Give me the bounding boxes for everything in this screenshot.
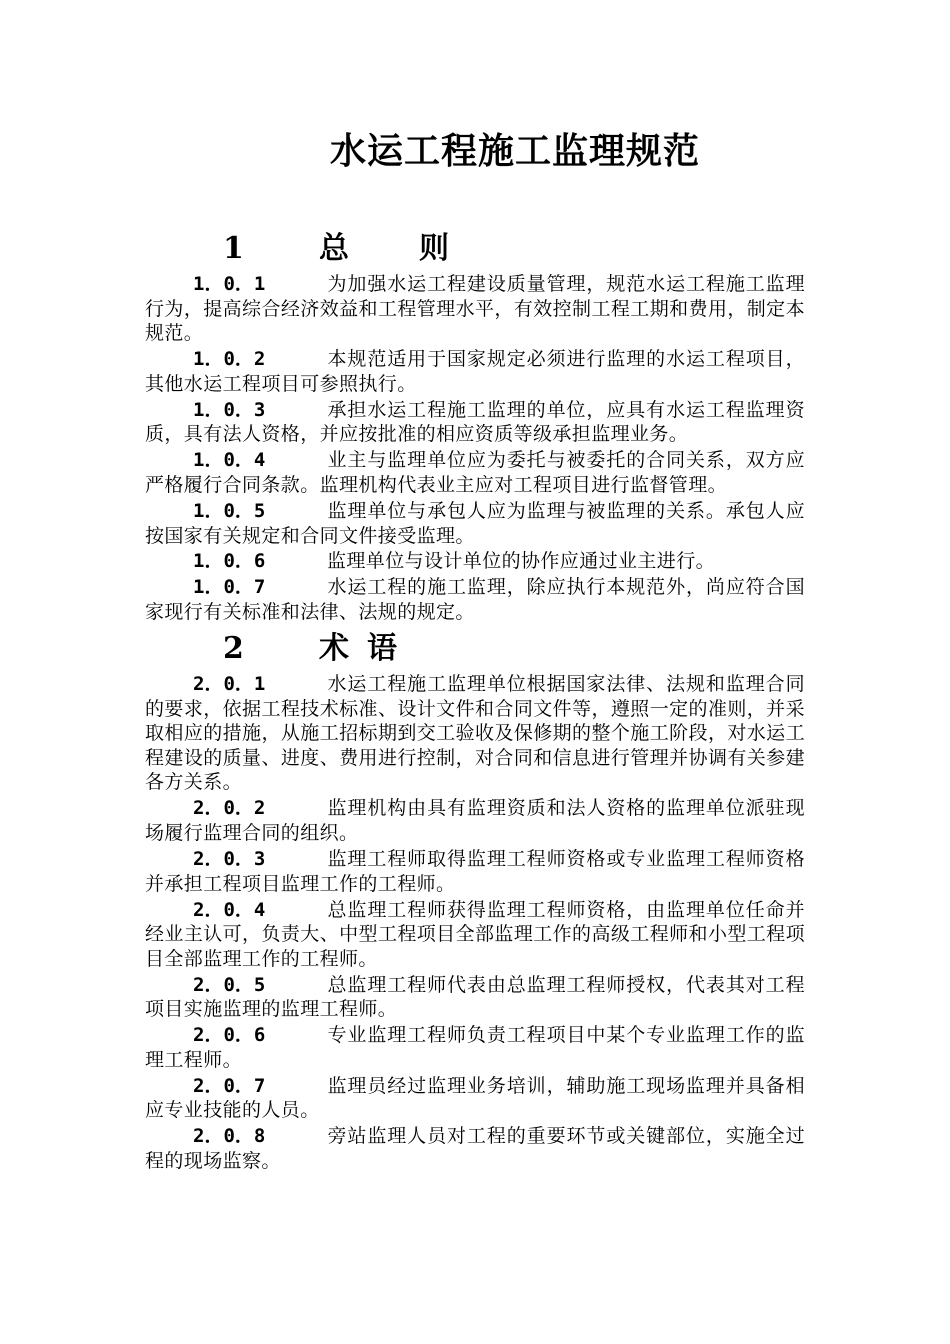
clause-text: 监理员经过监理业务培训，辅助施工现场监理并具备相应专业技能的人员。 bbox=[145, 1074, 805, 1122]
clause-text: 监理单位与承包人应为监理与被监理的关系。承包人应按国家有关规定和合同文件接受监理。 bbox=[145, 499, 805, 547]
clause bbox=[145, 398, 805, 447]
clause-number: 1．0．4 bbox=[193, 449, 266, 472]
section-number: 2 bbox=[223, 631, 244, 667]
clause-number: 2．0．5 bbox=[193, 973, 266, 996]
document-body bbox=[145, 226, 805, 1175]
clause-number: 1．0．7 bbox=[193, 576, 266, 599]
section-number: 1 bbox=[223, 231, 244, 266]
clause bbox=[145, 1124, 805, 1173]
section-heading-char: 总 bbox=[319, 231, 349, 266]
clause-text: 业主与监理单位应为委托与被委托的合同关系，双方应严格履行合同条款。监理机构代表业主应对工程项目进行监督管理。 bbox=[145, 449, 805, 496]
clause-text: 总监理工程师获得监理工程师资格，由监理单位任命并经业主认可，负责大、中型工程项目全部监理工作的高级工程师和小型工程项目全部监理工作的工程师。 bbox=[145, 898, 805, 970]
clause bbox=[145, 448, 805, 497]
clause-text: 监理机构由具有监理资质和法人资格的监理单位派驻现场履行监理合同的组织。 bbox=[145, 797, 805, 844]
section-heading-char: 术 bbox=[319, 631, 349, 667]
clause bbox=[145, 347, 805, 396]
clause bbox=[145, 672, 805, 795]
clause-number: 2．0．7 bbox=[193, 1074, 266, 1097]
clause-number: 1．0．3 bbox=[193, 398, 266, 421]
clause bbox=[145, 575, 805, 624]
clause-text: 监理工程师取得监理工程师资格或专业监理工程师资格并承担工程项目监理工作的工程师。 bbox=[145, 847, 805, 895]
document-title: 水运工程施工监理规范 bbox=[329, 130, 700, 172]
clause-number: 2．0．3 bbox=[193, 847, 266, 870]
clause-number: 1．0．1 bbox=[193, 273, 266, 295]
clause-number: 2．0．8 bbox=[193, 1125, 266, 1148]
clause-text: 为加强水运工程建设质量管理，规范水运工程施工监理行为，提高综合经济效益和工程管理水平，有效控制工程工期和费用，制定本规范。 bbox=[145, 273, 805, 345]
clause-text: 本规范适用于国家规定必须进行监理的水运工程项目，其他水运工程项目可参照执行。 bbox=[145, 348, 805, 395]
clause-text: 监理单位与设计单位的协作应通过业主进行。 bbox=[327, 550, 716, 573]
clause-text: 水运工程施工监理单位根据国家法律、法规和监理合同的要求，依据工程技术标准、设计文件和合同文件等，遵照一定的准则，并采取相应的措施，从施工招标期到交工验收及保修期的整个施工阶段，对水运工程建设的质量、进度、费用进行控制，对合同和信息进行管理并协调有关参建各方关系。 bbox=[145, 673, 805, 794]
clause bbox=[145, 1023, 805, 1072]
clause bbox=[145, 973, 805, 1022]
clause bbox=[145, 272, 805, 346]
clause-number: 2．0．6 bbox=[193, 1024, 266, 1047]
section-heading-general bbox=[145, 226, 805, 272]
clause-text: 总监理工程师代表由总监理工程师授权，代表其对工程项目实施监理的监理工程师。 bbox=[145, 973, 805, 1021]
section-heading-terms bbox=[145, 626, 805, 672]
clause-number: 1．0．2 bbox=[193, 348, 266, 371]
clause-number: 2．0．1 bbox=[193, 673, 266, 696]
section-heading-char: 语 bbox=[367, 631, 397, 667]
clause-number: 2．0．2 bbox=[193, 797, 266, 820]
clause-text: 水运工程的施工监理，除应执行本规范外，尚应符合国家现行有关标准和法律、法规的规定。 bbox=[145, 576, 805, 624]
clause bbox=[145, 796, 805, 845]
clause bbox=[145, 847, 805, 896]
clause-text: 承担水运工程施工监理的单位，应具有水运工程监理资质，具有法人资格，并应按批准的相应资质等级承担监理业务。 bbox=[145, 398, 805, 446]
clause-number: 1．0．5 bbox=[193, 499, 266, 522]
clause bbox=[145, 1074, 805, 1123]
clause-text: 旁站监理人员对工程的重要环节或关键部位，实施全过程的现场监察。 bbox=[145, 1125, 805, 1173]
section-heading-char: 则 bbox=[419, 231, 449, 266]
clause bbox=[145, 898, 805, 972]
clause bbox=[145, 549, 805, 574]
clause-number: 1．0．6 bbox=[193, 550, 266, 573]
clause-number: 2．0．4 bbox=[193, 898, 266, 921]
clause bbox=[145, 499, 805, 548]
clause-text: 专业监理工程师负责工程项目中某个专业监理工作的监理工程师。 bbox=[145, 1024, 805, 1071]
